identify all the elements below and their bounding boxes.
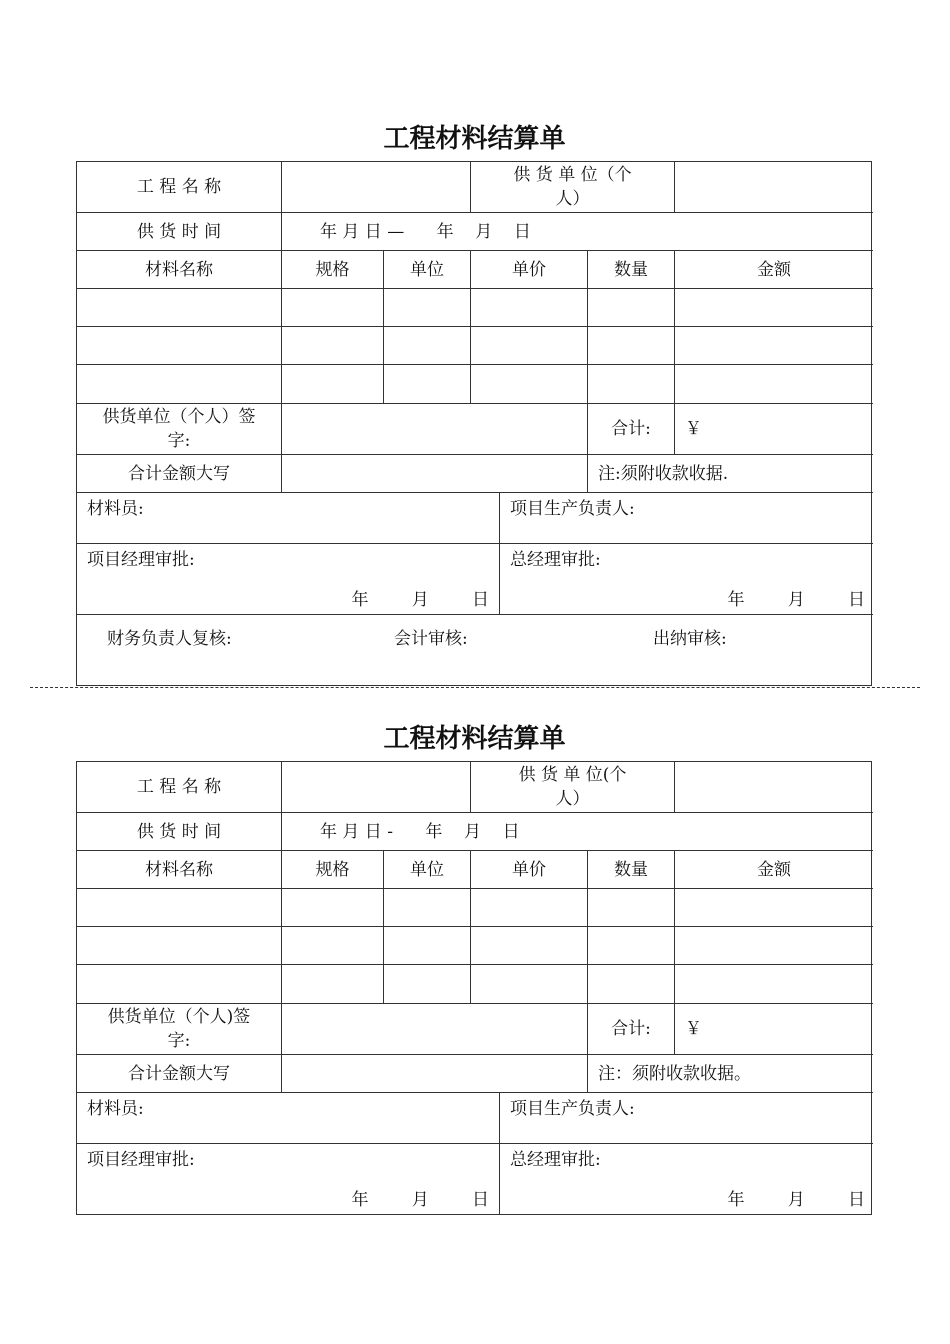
supply-time-label: 供 货 时 间 — [77, 213, 282, 251]
table-cell[interactable] — [384, 965, 471, 1004]
supplier-label-line1: 供 货 单 位（个 — [513, 165, 632, 185]
gm-approval-label: 总经理审批: — [510, 550, 601, 570]
table-cell[interactable] — [282, 289, 384, 327]
gm-approval[interactable] — [500, 1144, 873, 1214]
table-cell[interactable] — [675, 927, 873, 965]
supply-time-label: 供 货 时 间 — [77, 813, 282, 851]
finance-review-row — [77, 615, 873, 685]
note: 注:须附收款收据. — [588, 455, 873, 493]
amount-words-label: 合计金额大写 — [77, 455, 282, 493]
supplier-field[interactable] — [675, 762, 873, 813]
table-cell[interactable] — [282, 889, 384, 927]
supplier-label — [471, 162, 675, 213]
pm-approval-date: 年 月 日 — [351, 590, 489, 610]
table-cell[interactable] — [282, 927, 384, 965]
table-cell[interactable] — [77, 327, 282, 365]
table-cell[interactable] — [77, 365, 282, 404]
col-unit: 单位 — [384, 251, 471, 289]
table-cell[interactable] — [675, 289, 873, 327]
signature-label — [77, 404, 282, 455]
table-cell[interactable] — [675, 365, 873, 404]
cut-line — [30, 687, 920, 688]
table-cell[interactable] — [384, 889, 471, 927]
supplier-label-line2: 人） — [555, 189, 590, 209]
col-material-name: 材料名称 — [77, 851, 282, 889]
gm-approval-date: 年 月 日 — [727, 1190, 865, 1210]
table-cell[interactable] — [77, 927, 282, 965]
table-cell[interactable] — [282, 327, 384, 365]
table-cell[interactable] — [588, 889, 675, 927]
table-cell[interactable] — [471, 889, 588, 927]
table-cell[interactable] — [675, 889, 873, 927]
pm-approval[interactable] — [77, 1144, 500, 1214]
table-cell[interactable] — [471, 927, 588, 965]
col-unit: 单位 — [384, 851, 471, 889]
total-value[interactable]: ￥ — [675, 1004, 873, 1055]
accounting-review[interactable]: 会计审核: — [394, 629, 468, 649]
amount-words-label: 合计金额大写 — [77, 1055, 282, 1093]
gm-approval[interactable] — [500, 544, 873, 615]
table-cell[interactable] — [471, 965, 588, 1004]
supplier-label-line1: 供 货 单 位(个 — [518, 765, 627, 785]
table-cell[interactable] — [675, 965, 873, 1004]
table-cell[interactable] — [588, 289, 675, 327]
supply-time-value[interactable]: 年 月 日 — 年 月 日 — [282, 213, 873, 251]
signature-label-line2: 字: — [167, 431, 191, 451]
col-amount: 金额 — [675, 851, 873, 889]
table-cell[interactable] — [588, 365, 675, 404]
table-cell[interactable] — [282, 365, 384, 404]
col-quantity: 数量 — [588, 851, 675, 889]
total-value[interactable]: ￥ — [675, 404, 873, 455]
material-clerk[interactable]: 材料员: — [77, 493, 500, 544]
supplier-field[interactable] — [675, 162, 873, 213]
project-name-field[interactable] — [282, 162, 471, 213]
total-label: 合计: — [588, 1004, 675, 1055]
table-cell[interactable] — [675, 327, 873, 365]
supply-time-value[interactable]: 年 月 日 - 年 月 日 — [282, 813, 873, 851]
form1-title: 工程材料结算单 — [383, 124, 566, 154]
pm-approval-label: 项目经理审批: — [87, 1150, 195, 1170]
table-cell[interactable] — [77, 889, 282, 927]
col-unit-price: 单价 — [471, 251, 588, 289]
col-spec: 规格 — [282, 251, 384, 289]
signature-label-line2: 字: — [167, 1031, 191, 1051]
table-cell[interactable] — [471, 327, 588, 365]
project-name-field[interactable] — [282, 762, 471, 813]
table-cell[interactable] — [384, 327, 471, 365]
production-manager[interactable]: 项目生产负责人: — [500, 493, 873, 544]
col-quantity: 数量 — [588, 251, 675, 289]
table-cell[interactable] — [384, 365, 471, 404]
project-name-label: 工 程 名 称 — [77, 162, 282, 213]
finance-review[interactable]: 财务负责人复核: — [107, 629, 232, 649]
table-cell[interactable] — [588, 327, 675, 365]
amount-words-field[interactable] — [282, 1055, 588, 1093]
total-label: 合计: — [588, 404, 675, 455]
pm-approval-label: 项目经理审批: — [87, 550, 195, 570]
pm-approval-date: 年 月 日 — [351, 1190, 489, 1210]
signature-label — [77, 1004, 282, 1055]
amount-words-field[interactable] — [282, 455, 588, 493]
table-cell[interactable] — [77, 965, 282, 1004]
table-cell[interactable] — [384, 927, 471, 965]
gm-approval-label: 总经理审批: — [510, 1150, 601, 1170]
signature-field[interactable] — [282, 404, 588, 455]
form2-table — [76, 761, 872, 1215]
form2-title: 工程材料结算单 — [383, 724, 566, 754]
cashier-review[interactable]: 出纳审核: — [653, 629, 727, 649]
table-cell[interactable] — [588, 965, 675, 1004]
col-unit-price: 单价 — [471, 851, 588, 889]
signature-field[interactable] — [282, 1004, 588, 1055]
table-cell[interactable] — [282, 965, 384, 1004]
col-material-name: 材料名称 — [77, 251, 282, 289]
signature-label-line1: 供货单位（个人）签 — [102, 407, 256, 427]
note: 注：须附收款收据。 — [588, 1055, 873, 1093]
table-cell[interactable] — [471, 289, 588, 327]
material-clerk[interactable]: 材料员: — [77, 1093, 500, 1144]
form1-table — [76, 161, 872, 686]
table-cell[interactable] — [588, 927, 675, 965]
table-cell[interactable] — [77, 289, 282, 327]
project-name-label: 工 程 名 称 — [77, 762, 282, 813]
production-manager[interactable]: 项目生产负责人: — [500, 1093, 873, 1144]
table-cell[interactable] — [384, 289, 471, 327]
supplier-label — [471, 762, 675, 813]
col-amount: 金额 — [675, 251, 873, 289]
gm-approval-date: 年 月 日 — [727, 590, 865, 610]
supplier-label-line2: 人） — [555, 789, 590, 809]
pm-approval[interactable] — [77, 544, 500, 615]
col-spec: 规格 — [282, 851, 384, 889]
signature-label-line1: 供货单位（个人)签 — [107, 1007, 251, 1027]
table-cell[interactable] — [471, 365, 588, 404]
